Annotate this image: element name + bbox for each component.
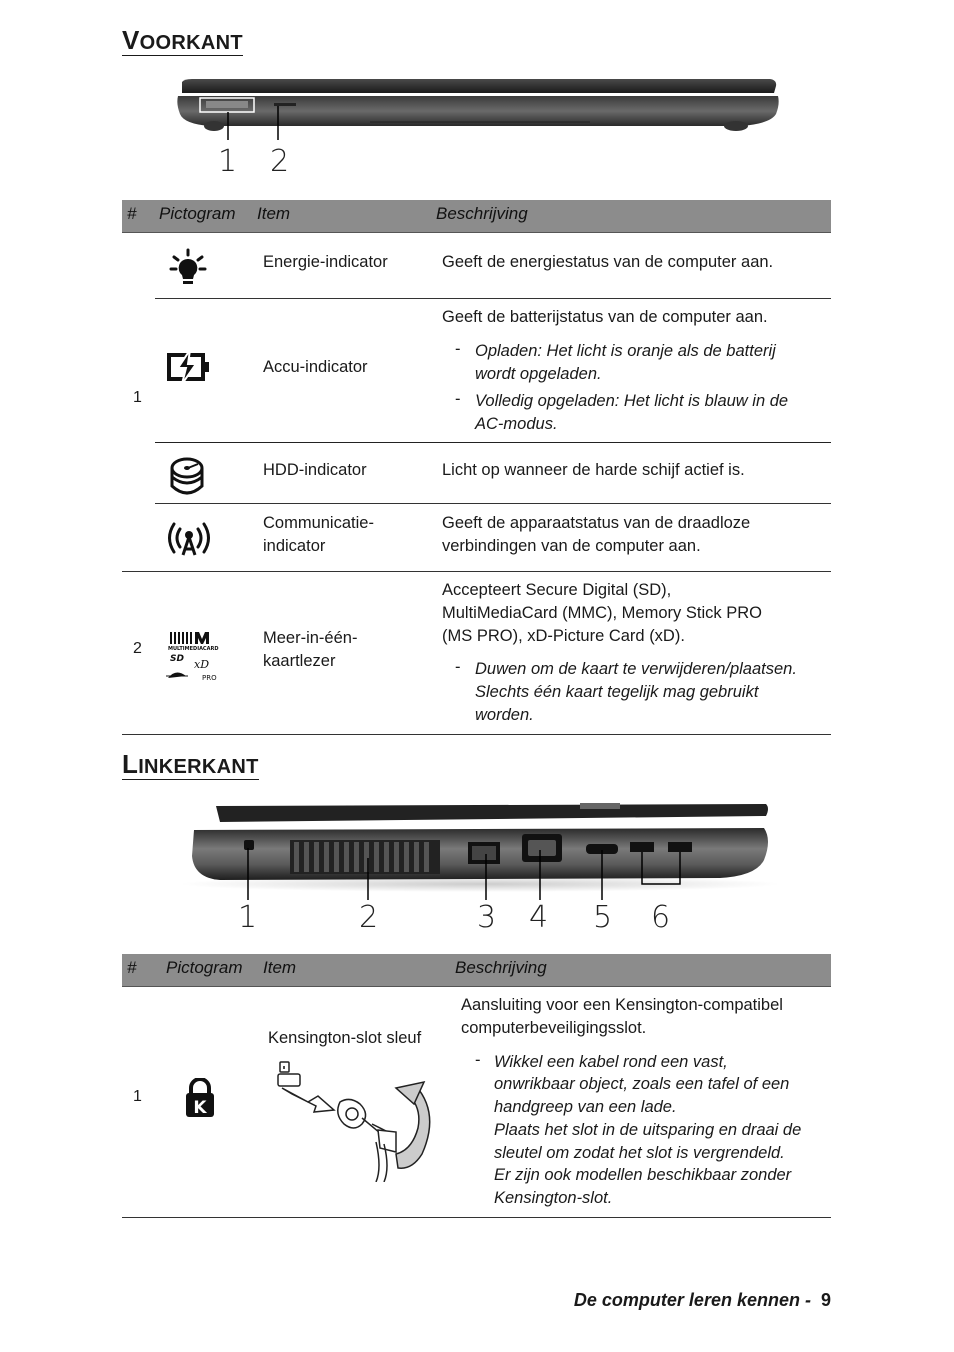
header-num: # xyxy=(127,958,137,977)
logo-sd: SD xyxy=(170,654,184,664)
bullet-dash: - xyxy=(455,340,461,358)
desc-card-2: MultiMediaCard (MMC), Memory Stick PRO xyxy=(442,604,762,622)
bullet-accu-1b: wordt opgeladen. xyxy=(475,365,602,383)
header-item: Item xyxy=(263,958,297,977)
item-energie: Energie-indicator xyxy=(263,253,388,271)
desc-kensington-2: computerbeveiligingsslot. xyxy=(461,1019,647,1037)
bullet-dash: - xyxy=(455,390,461,408)
hdd-indicator-icon xyxy=(168,456,206,498)
table-bottom-rule xyxy=(122,1217,831,1218)
bullet-kens-6: Er zijn ook modellen beschikbaar zonder xyxy=(494,1166,792,1184)
header-num: # xyxy=(127,204,137,223)
section-title-left xyxy=(122,749,259,780)
bullet-kens-4: Plaats het slot in de uitsparing en draai de xyxy=(494,1121,802,1139)
bullet-kens-7: Kensington-slot. xyxy=(494,1189,613,1207)
front-callout-2: 2 xyxy=(270,144,290,179)
header-pictogram: Pictogram xyxy=(159,204,236,223)
table-bottom-rule xyxy=(122,734,831,735)
left-callout-6: 6 xyxy=(651,900,671,935)
left-callout-3: 3 xyxy=(477,900,497,935)
logo-pro: PRO xyxy=(202,674,217,682)
desc-comm-2: verbindingen van de computer aan. xyxy=(442,537,701,555)
header-pictogram: Pictogram xyxy=(166,958,243,977)
kensington-lock-illustration xyxy=(272,1058,442,1182)
battery-indicator-icon xyxy=(166,350,212,384)
page-number: 9 xyxy=(820,1290,831,1310)
title-rest: INKERKANT xyxy=(138,756,259,778)
front-callout-1: 1 xyxy=(218,144,238,179)
kensington-lock-icon xyxy=(184,1078,216,1118)
bullet-accu-1a: Opladen: Het licht is oranje als de batterij xyxy=(475,342,776,360)
desc-kensington-1: Aansluiting voor een Kensington-compatibel xyxy=(461,996,783,1014)
item-accu: Accu-indicator xyxy=(263,358,368,376)
desc-comm-1: Geeft de apparaatstatus van de draadloze xyxy=(442,514,751,532)
left-callout-1: 1 xyxy=(238,900,258,935)
row-divider xyxy=(155,503,831,504)
laptop-left-image xyxy=(160,800,785,900)
card-reader-icon xyxy=(164,630,222,684)
footer-text: De computer leren kennen - xyxy=(573,1290,811,1310)
bullet-kens-2: onwrikbaar object, zoals een tafel of een xyxy=(494,1075,790,1093)
left-table-header xyxy=(122,954,831,987)
row-divider xyxy=(122,571,831,572)
desc-energie: Geeft de energiestatus van de computer aan. xyxy=(442,253,774,271)
header-item: Item xyxy=(257,204,291,223)
left-callout-2: 2 xyxy=(359,900,379,935)
front-table-header xyxy=(122,200,831,233)
row-divider xyxy=(155,442,831,443)
desc-card-1: Accepteert Secure Digital (SD), xyxy=(442,581,672,599)
row-num-1: 1 xyxy=(133,1088,142,1105)
title-rest: OORKANT xyxy=(139,32,243,54)
item-comm-2: indicator xyxy=(263,537,326,555)
header-description: Beschrijving xyxy=(436,204,528,223)
group-num-1: 1 xyxy=(133,389,142,406)
item-comm-1: Communicatie- xyxy=(263,514,374,532)
title-capital: L xyxy=(122,749,139,779)
row-divider xyxy=(155,298,831,299)
item-card-2: kaartlezer xyxy=(263,652,336,670)
left-callout-5: 5 xyxy=(593,900,613,935)
section-title-front xyxy=(122,25,243,56)
lock-letter: K xyxy=(193,1098,207,1118)
logo-mmc: MULTIMEDIACARD xyxy=(168,646,219,652)
bullet-card-2: Slechts één kaart tegelijk mag gebruikt xyxy=(475,683,759,701)
bullet-card-3: worden. xyxy=(475,706,534,724)
power-indicator-icon xyxy=(168,248,208,288)
title-capital: V xyxy=(122,25,140,55)
bullet-accu-2b: AC-modus. xyxy=(475,415,558,433)
bullet-dash: - xyxy=(455,658,461,676)
desc-accu: Geeft de batterijstatus van de computer aan. xyxy=(442,308,768,326)
bullet-accu-2a: Volledig opgeladen: Het licht is blauw in de xyxy=(475,392,789,410)
page-footer xyxy=(574,1290,831,1311)
bullet-dash: - xyxy=(475,1051,481,1069)
desc-hdd: Licht op wanneer de harde schijf actief is. xyxy=(442,461,745,479)
bullet-card-1: Duwen om de kaart te verwijderen/plaatsen. xyxy=(475,660,797,678)
bullet-kens-1: Wikkel een kabel rond een vast, xyxy=(494,1053,728,1071)
item-hdd: HDD-indicator xyxy=(263,461,367,479)
left-callout-4: 4 xyxy=(529,900,549,935)
header-description: Beschrijving xyxy=(455,958,547,977)
wireless-indicator-icon xyxy=(166,521,212,557)
item-kensington: Kensington-slot sleuf xyxy=(268,1029,422,1047)
group-num-2: 2 xyxy=(133,640,142,657)
bullet-kens-5: sleutel om zodat het slot is vergrendeld. xyxy=(494,1144,785,1162)
item-card-1: Meer-in-één- xyxy=(263,629,358,647)
laptop-front-image xyxy=(170,76,785,140)
desc-card-3: (MS PRO), xD-Picture Card (xD). xyxy=(442,627,685,645)
bullet-kens-3: handgreep van een lade. xyxy=(494,1098,677,1116)
logo-xd: xD xyxy=(194,658,210,671)
